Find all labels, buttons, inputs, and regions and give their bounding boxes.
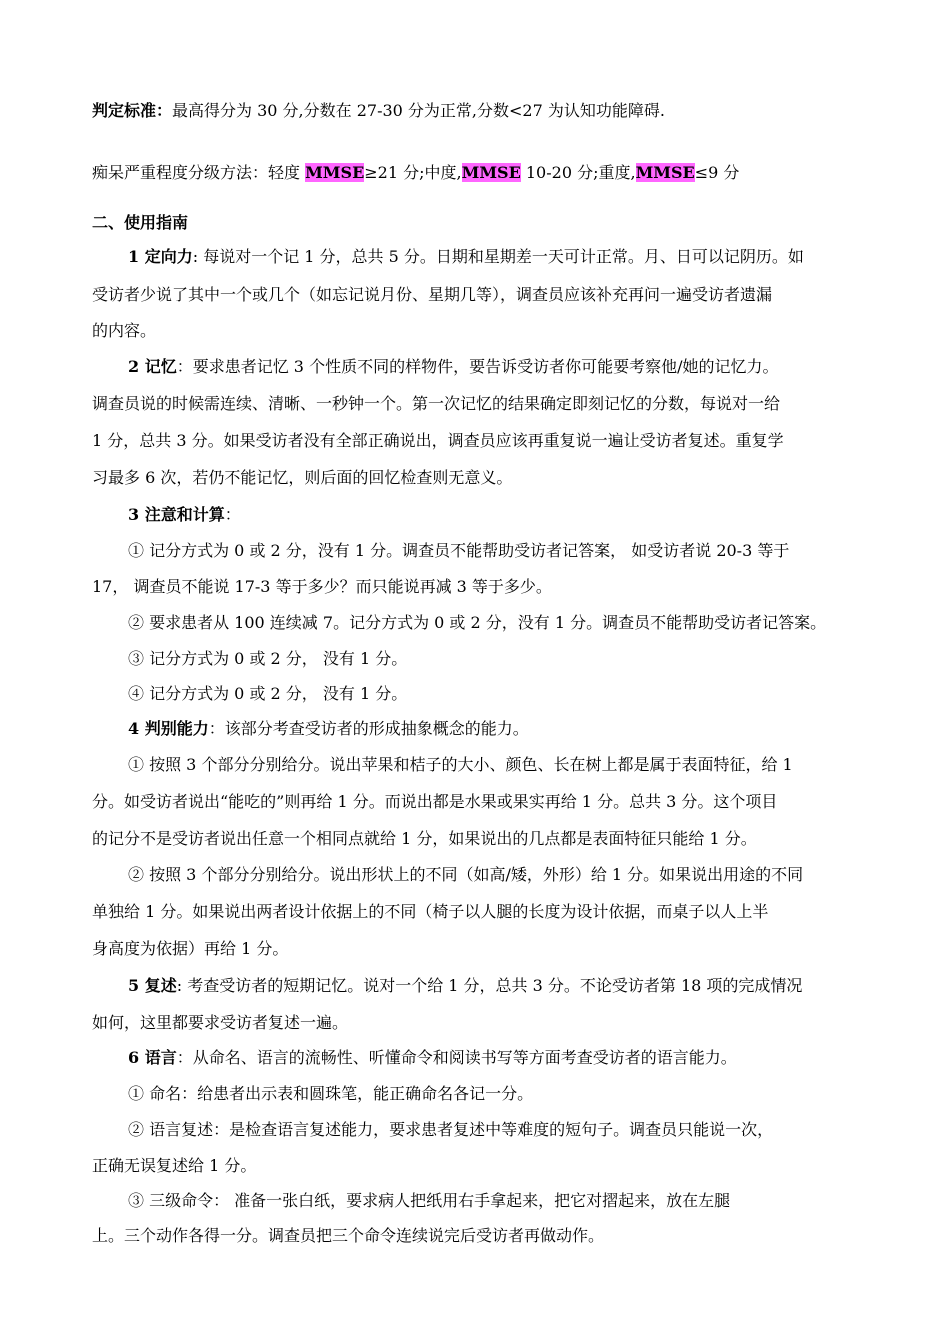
paragraph-line: 正确无误复述给 1 分。: [92, 1156, 257, 1175]
paragraph-line: 上。三个动作各得一分。调查员把三个命令连续说完后受访者再做动作。: [92, 1226, 605, 1245]
severity-part: ≤9 分: [694, 163, 740, 182]
list-item: ② 按照 3 个部分分别给分。说出形状上的不同（如高/矮，外形）给 1 分。如果说出用途的不同: [128, 865, 804, 884]
paragraph-line: [128, 246, 804, 268]
severity-prefix: 痴呆严重程度分级方法：轻度: [92, 163, 306, 182]
paragraph-line: [128, 1047, 737, 1069]
s6-label: 6 语言: [128, 1048, 177, 1067]
paragraph-line: 1 分，总共 3 分。如果受访者没有全部正确说出，调查员应该再重复说一遍让受访者复述。重复学: [92, 431, 784, 450]
section-title: 二、使用指南: [92, 213, 189, 232]
mmse-highlight: MMSE: [305, 163, 365, 182]
paragraph-line: [128, 356, 778, 378]
severity-line: [92, 162, 739, 184]
paragraph-line: [128, 504, 241, 526]
paragraph-line: 分。如受访者说出“能吃的”则再给 1 分。而说出都是水果或果实再给 1 分。总共 3 分。这个项目: [92, 792, 778, 811]
criteria-label: 判定标准：: [92, 101, 173, 120]
paragraph-line: [128, 718, 529, 740]
list-item: ③ 三级命令： 准备一张白纸，要求病人把纸用右手拿起来，把它对摺起来，放在左腿: [128, 1191, 731, 1210]
paragraph-line: 习最多 6 次，若仍不能记忆，则后面的回忆检查则无意义。: [92, 468, 513, 487]
list-item: ④ 记分方式为 0 或 2 分， 没有 1 分。: [128, 684, 408, 703]
criteria-line: [92, 100, 665, 122]
list-item: ① 记分方式为 0 或 2 分，没有 1 分。调查员不能帮助受访者记答案， 如受访者说 20-3 等于: [128, 541, 790, 560]
s2-text: ：要求患者记忆 3 个性质不同的样物件，要告诉受访者你可能要考察他/她的记忆力。: [176, 357, 779, 376]
paragraph-line: [128, 975, 802, 997]
list-item: ② 语言复述：是检查语言复述能力，要求患者复述中等难度的短句子。调查员只能说一次，: [128, 1120, 774, 1139]
paragraph-line: 受访者少说了其中一个或几个（如忘记说月份、星期几等），调查员应该补充再问一遍受访者遗漏: [92, 285, 773, 304]
s1-text: : 每说对一个记 1 分，总共 5 分。日期和星期差一天可计正常。月、日可以记阴历。如: [192, 247, 804, 266]
list-item: ① 按照 3 个部分分别给分。说出苹果和桔子的大小、颜色、长在树上都是属于表面特征，给 1: [128, 755, 793, 774]
paragraph-line: 身高度为依据）再给 1 分。: [92, 939, 289, 958]
s4-text: ：该部分考查受访者的形成抽象概念的能力。: [208, 719, 529, 738]
criteria-text: 最高得分为 30 分,分数在 27-30 分为正常,分数<27 为认知功能障碍.: [172, 101, 665, 120]
s5-label: 5 复述: [128, 976, 177, 995]
paragraph-line: 如何，这里都要求受访者复述一遍。: [92, 1013, 349, 1032]
s2-label: 2 记忆: [128, 357, 177, 376]
list-item: ② 要求患者从 100 连续减 7。记分方式为 0 或 2 分，没有 1 分。调查员不能帮助受访者记答案。: [128, 613, 827, 632]
s4-label: 4 判别能力: [128, 719, 209, 738]
paragraph-line: 单独给 1 分。如果说出两者设计依据上的不同（椅子以人腿的长度为设计依据，而桌子以人上半: [92, 902, 769, 921]
paragraph-line: 的记分不是受访者说出任意一个相同点就给 1 分，如果说出的几点都是表面特征只能给 1 分。: [92, 829, 757, 848]
mmse-highlight: MMSE: [461, 163, 521, 182]
paragraph-line: 的内容。: [92, 321, 157, 340]
s3-colon: ：: [224, 505, 241, 524]
mmse-highlight: MMSE: [635, 163, 695, 182]
severity-part: ≥21 分;中度,: [364, 163, 462, 182]
s5-text: : 考查受访者的短期记忆。说对一个给 1 分，总共 3 分。不论受访者第 18 项的完成情况: [176, 976, 803, 995]
list-item: ① 命名：给患者出示表和圆珠笔，能正确命名各记一分。: [128, 1084, 534, 1103]
s1-label: 1 定向力: [128, 247, 193, 266]
s6-text: ：从命名、语言的流畅性、听懂命令和阅读书写等方面考查受访者的语言能力。: [176, 1048, 737, 1067]
list-item: ③ 记分方式为 0 或 2 分， 没有 1 分。: [128, 649, 408, 668]
s3-label: 3 注意和计算: [128, 505, 225, 524]
paragraph-line: 调查员说的时候需连续、清晰、一秒钟一个。第一次记忆的结果确定即刻记忆的分数，每说对一给: [92, 394, 781, 413]
severity-part: 10-20 分;重度,: [520, 163, 636, 182]
paragraph-line: 17， 调查员不能说 17-3 等于多少？而只能说再减 3 等于多少。: [92, 577, 552, 596]
